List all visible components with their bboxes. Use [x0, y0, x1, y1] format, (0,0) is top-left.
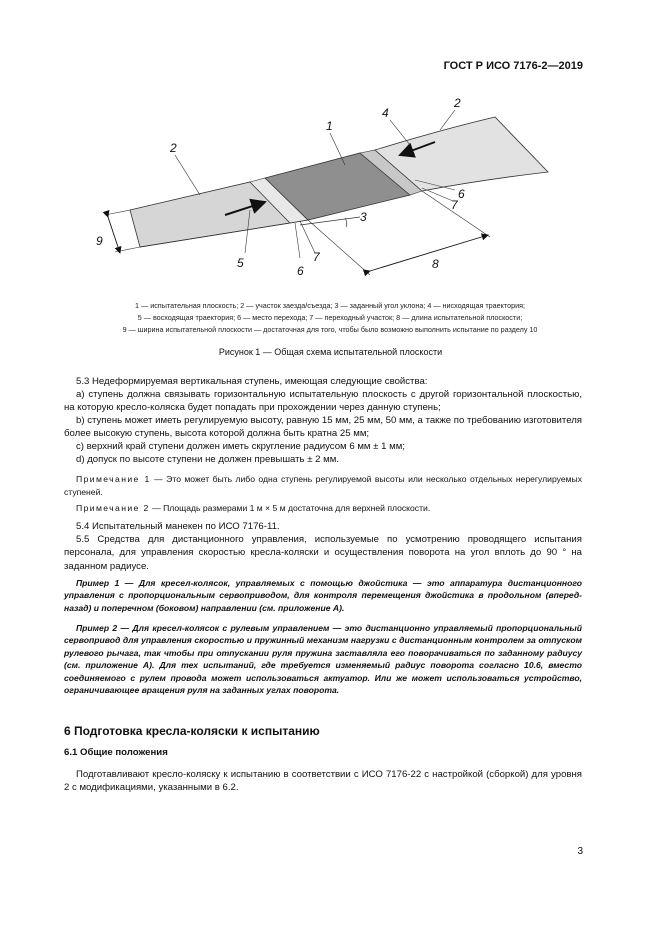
figure-label-5: 5: [237, 256, 244, 270]
note-1-label: Примечание 1: [76, 474, 151, 484]
figure-caption: Рисунок 1 — Общая схема испытательной плоскости: [218, 347, 443, 357]
note-2-text: — Площадь размерами 1 м × 5 м достаточна для верхней плоскости.: [149, 503, 431, 513]
item-5-3-c: c) верхний край ступени должен иметь скругление радиусом 6 мм ± 1 мм;: [76, 441, 405, 452]
section-6-heading: 6 Подготовка кресла-коляски к испытанию: [64, 724, 320, 738]
figure-label-7-bottom: 7: [313, 250, 320, 264]
paragraph-6-1: Подготавливают кресло-коляску к испытанию в соответствии с ИСО 7176-22 с настройкой (сборкой) для уровня 2 с модификациями, указанными в 6.2.: [64, 769, 582, 794]
figure-label-7-right: 7: [451, 198, 458, 212]
note-2: [64, 502, 582, 515]
figure-label-2-right: 2: [454, 96, 461, 110]
paragraph-5-3: 5.3 Недеформируемая вертикальная ступень, имеющая следующие свойства:: [76, 376, 428, 387]
note-1-text: — Это может быть либо одна ступень регулируемой высоты или несколько отдельных нерегулируемых ступеней.: [64, 474, 583, 497]
subsection-6-1-heading: 6.1 Общие положения: [64, 747, 168, 758]
figure-legend-line-2: 5 — восходящая траектория; 6 — место перехода; 7 — переходный участок; 8 — длина испытательной плоскости;: [137, 313, 523, 322]
example-2: Пример 2 — Для кресел-колясок с рулевым управлением — это дистанционно управляемый пропорциональный сервопривод для управления скоростью и пружинный механизм нагрузки с дистанционным контролем за отпуском рулевого рычага, так чтобы при отпускании руля пружина заставляла его поворачиваться по заданному радиусу (см. приложение А). Для тех испытаний, где требуется изменяемый радиус поворота согласно 10.6, вместо соединяемого с рулем провода может использоваться актуатор. Или же может использоваться устройство, ограничивающее вращения руля на заданных углах поворота.: [64, 623, 582, 696]
item-5-3-d: d) допуск по высоте ступени не должен превышать ± 2 мм.: [76, 454, 339, 465]
figure-label-2-left: 2: [170, 141, 177, 155]
standard-header: ГОСТ Р ИСО 7176-2—2019: [443, 60, 583, 72]
item-5-3-a: a) ступень должна связывать горизонтальную испытательную плоскость с другой горизонтальной плоскостью, на которую кресло-коляска будет попадать при прохождении через данную ступень;: [64, 389, 582, 414]
figure-label-6-right: 6: [458, 187, 465, 201]
figure-label-8: 8: [432, 257, 439, 271]
figure-label-1: 1: [326, 119, 333, 133]
paragraph-5-4: 5.4 Испытательный манекен по ИСО 7176-11.: [76, 521, 280, 532]
note-2-label: Примечание 2: [76, 503, 150, 513]
test-plane-figure: [60, 85, 560, 290]
item-5-3-b: b) ступень может иметь регулируемую высоту, равную 15 мм, 25 мм, 50 мм, а также по требованию изготовителя более высокую ступень, высота которой должна быть кратна 25 мм;: [64, 415, 582, 440]
figure-legend-line-1: 1 — испытательная плоскость; 2 — участок заезда/съезда; 3 — заданный угол уклона; 4 — нисходящая траектория;: [135, 301, 525, 310]
paragraph-5-5: 5.5 Средства для дистанционного управления, используемые по усмотрению проводящего испытания персонала, для управления скоростью кресла-коляски и осуществления поворота на угол вплоть до 90 ° на заданном радиусе.: [64, 534, 582, 572]
length-dimension-line: [370, 235, 488, 271]
figure-label-6-bottom: 6: [297, 264, 304, 278]
example-1: Пример 1 — Для кресел-колясок, управляемых с помощью джойстика — это аппаратура дистанционного управления с пропорциональным сервоприводом, для контроля перемещения джойстика в продольном (вперед-назад) и поперечном (боковом) направлении (см. приложение А).: [64, 578, 582, 613]
page-number: 3: [577, 846, 583, 857]
figure-label-4: 4: [382, 106, 389, 120]
figure-label-9: 9: [96, 234, 103, 248]
figure-label-3: 3: [360, 210, 367, 224]
note-1: [64, 473, 582, 498]
width-dimension-line: [108, 217, 120, 253]
figure-legend-line-3: 9 — ширина испытательной плоскости — достаточная для того, чтобы было возможно выполнить испытание по разделу 10: [122, 325, 538, 334]
